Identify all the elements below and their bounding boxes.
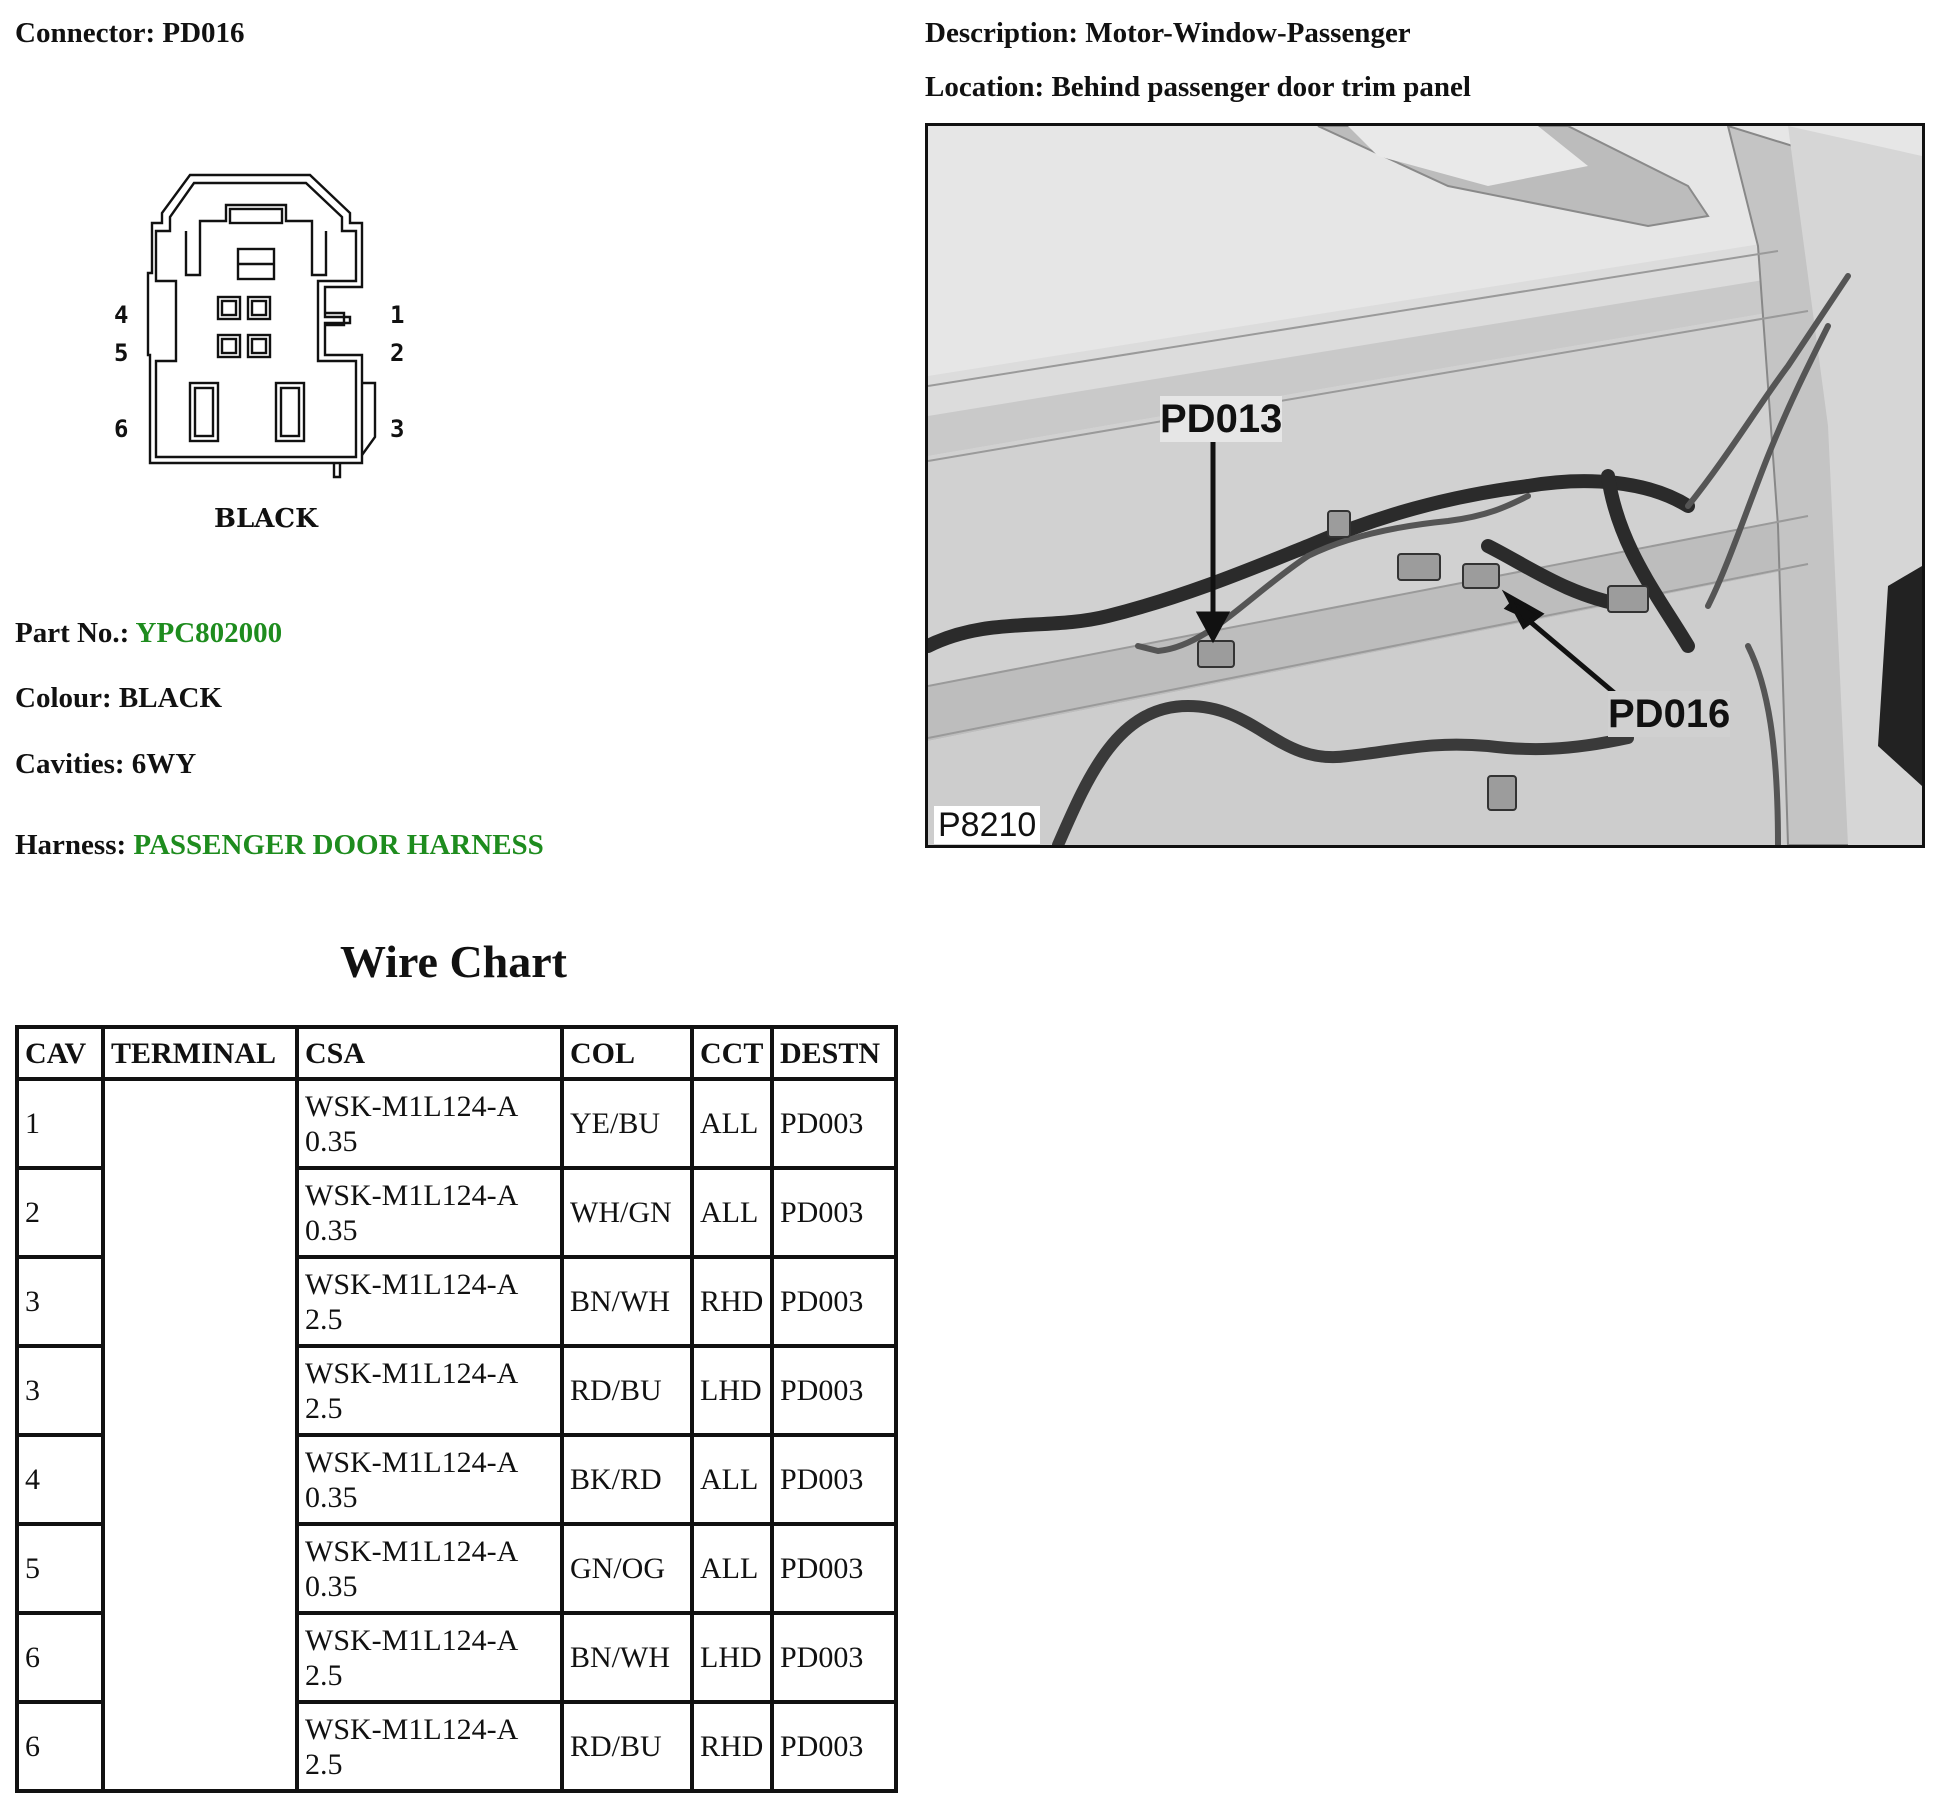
csa-code: WSK-M1L124-A (305, 1712, 519, 1746)
part-no-value: YPC802000 (135, 617, 283, 649)
header-csa: CSA (299, 1029, 560, 1077)
cell-cav: 3 (19, 1348, 101, 1433)
table-header-row (19, 1029, 894, 1077)
cell-terminal (105, 1081, 295, 1789)
diagram-colour-text: BLACK (214, 504, 318, 534)
location-value: Behind passenger door trim panel (1051, 71, 1471, 103)
cell-cct: LHD (694, 1615, 770, 1700)
csa-size: 2.5 (305, 1391, 343, 1425)
cell-cct: ALL (694, 1170, 770, 1255)
cell-cav: 1 (19, 1081, 101, 1166)
cell-destn: PD003 (774, 1437, 894, 1522)
connector-field (15, 16, 245, 50)
description-label: Description: (925, 17, 1079, 49)
csa-size: 2.5 (305, 1658, 343, 1692)
cell-csa (299, 1170, 560, 1255)
cell-cct: RHD (694, 1259, 770, 1344)
cavities-value: 6WY (131, 748, 197, 780)
cell-cct: RHD (694, 1704, 770, 1789)
csa-code: WSK-M1L124-A (305, 1178, 519, 1212)
cell-cav: 6 (19, 1615, 101, 1700)
csa-size: 0.35 (305, 1213, 358, 1247)
cell-csa (299, 1348, 560, 1433)
csa-code: WSK-M1L124-A (305, 1267, 519, 1301)
header-cav: CAV (19, 1029, 101, 1077)
callout-pd016: PD016 (1608, 692, 1731, 736)
cell-cav: 5 (19, 1526, 101, 1611)
cell-destn: PD003 (774, 1081, 894, 1166)
csa-size: 0.35 (305, 1569, 358, 1603)
cell-cct: ALL (694, 1081, 770, 1166)
harness-value: PASSENGER DOOR HARNESS (133, 829, 544, 861)
csa-size: 0.35 (305, 1480, 358, 1514)
csa-size: 2.5 (305, 1302, 343, 1336)
cell-col: BN/WH (564, 1259, 690, 1344)
callout-pd013: PD013 (1160, 397, 1283, 441)
csa-code: WSK-M1L124-A (305, 1356, 519, 1390)
location-field (925, 70, 1471, 104)
cell-col: GN/OG (564, 1526, 690, 1611)
csa-code: WSK-M1L124-A (305, 1445, 519, 1479)
cell-csa (299, 1081, 560, 1166)
colour-value: BLACK (118, 682, 223, 714)
cell-col: YE/BU (564, 1081, 690, 1166)
connector-value: PD016 (162, 17, 245, 49)
header-terminal: TERMINAL (105, 1029, 295, 1077)
location-label: Location: (925, 71, 1045, 103)
description-value: Motor-Window-Passenger (1085, 17, 1411, 49)
cell-destn: PD003 (774, 1259, 894, 1344)
cell-destn: PD003 (774, 1704, 894, 1789)
cell-csa (299, 1526, 560, 1611)
figure-id: P8210 (934, 806, 1040, 844)
cell-cav: 2 (19, 1170, 101, 1255)
cell-col: WH/GN (564, 1170, 690, 1255)
cell-destn: PD003 (774, 1526, 894, 1611)
cell-cav: 4 (19, 1437, 101, 1522)
harness-field (15, 828, 544, 862)
csa-code: WSK-M1L124-A (305, 1534, 519, 1568)
pin-label-1: 1 (390, 301, 405, 329)
cell-col: BN/WH (564, 1615, 690, 1700)
part-no-label: Part No.: (15, 617, 130, 649)
csa-code: WSK-M1L124-A (305, 1623, 519, 1657)
cell-destn: PD003 (774, 1170, 894, 1255)
header-col: COL (564, 1029, 690, 1077)
pin-label-3: 3 (390, 415, 405, 443)
harness-label: Harness: (15, 829, 127, 861)
door-harness-illustration (928, 126, 1922, 845)
cell-col: RD/BU (564, 1348, 690, 1433)
header-cct: CCT (694, 1029, 770, 1077)
csa-size: 2.5 (305, 1747, 343, 1781)
cavities-field (15, 747, 196, 781)
cell-csa (299, 1437, 560, 1522)
cell-destn: PD003 (774, 1348, 894, 1433)
connector-label: Connector: (15, 17, 156, 49)
description-field (925, 16, 1411, 50)
cell-csa (299, 1259, 560, 1344)
cavities-label: Cavities: (15, 748, 125, 780)
pin-label-2: 2 (390, 339, 405, 367)
colour-label: Colour: (15, 682, 112, 714)
csa-code: WSK-M1L124-A (305, 1089, 519, 1123)
cell-cav: 6 (19, 1704, 101, 1789)
cell-col: RD/BU (564, 1704, 690, 1789)
connector-face-diagram (100, 165, 420, 545)
pin-label-4: 4 (114, 301, 129, 329)
cell-destn: PD003 (774, 1615, 894, 1700)
table-row (19, 1081, 894, 1166)
wire-chart-table (15, 1025, 898, 1793)
cell-col: BK/RD (564, 1437, 690, 1522)
cell-cct: LHD (694, 1348, 770, 1433)
cell-cct: ALL (694, 1437, 770, 1522)
pin-label-6: 6 (114, 415, 129, 443)
colour-field (15, 681, 222, 715)
cell-cct: ALL (694, 1526, 770, 1611)
cell-csa (299, 1704, 560, 1789)
csa-size: 0.35 (305, 1124, 358, 1158)
part-no-field (15, 616, 282, 650)
cell-cav: 3 (19, 1259, 101, 1344)
cell-csa (299, 1615, 560, 1700)
location-photo (925, 123, 1925, 848)
pin-label-5: 5 (114, 339, 129, 367)
wire-chart-title: Wire Chart (340, 936, 567, 987)
header-destn: DESTN (774, 1029, 894, 1077)
